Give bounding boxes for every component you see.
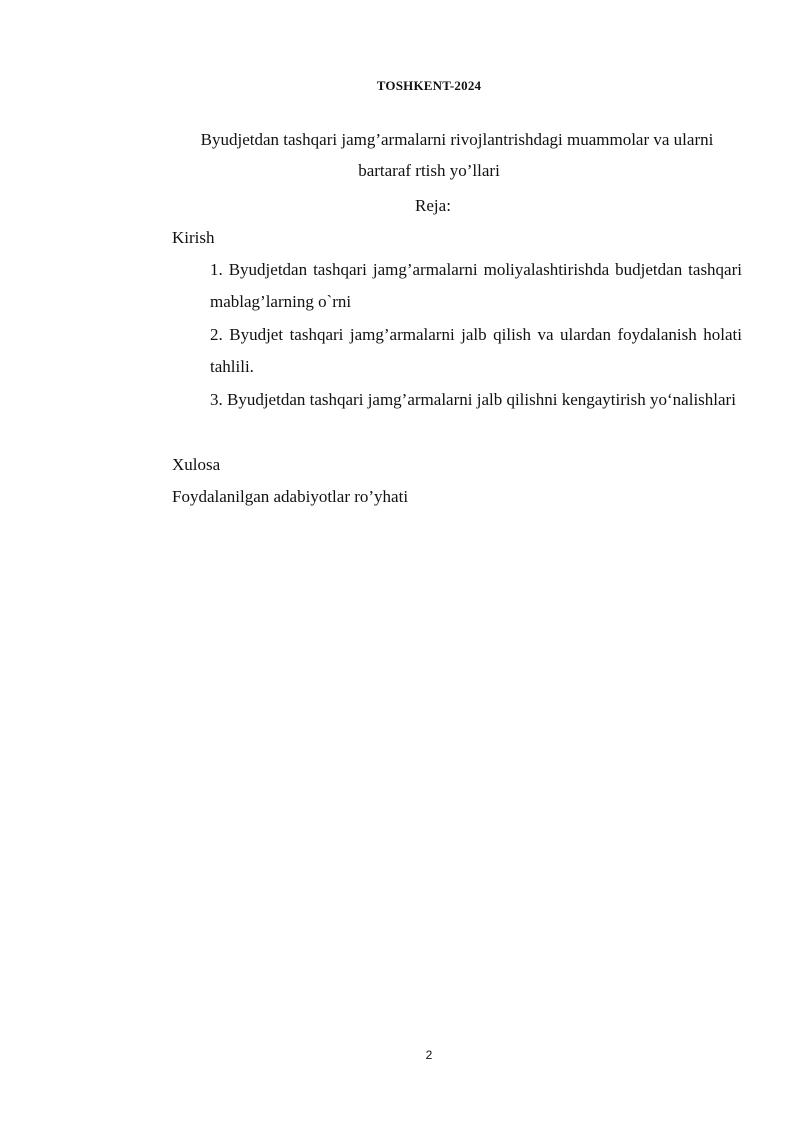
plan-item-conclusion: Xulosa [172,455,221,474]
plan-item-1: 1. Byudjetdan tashqari jamg’armalarni moliyalashtirishda budjetdan tashqari mablag’larning o`rni [210,260,742,311]
document-title-line-2: bartaraf rtish yo’llari [358,161,500,180]
page-number: 2 [425,1048,433,1062]
plan-item-3: 3. Byudjetdan tashqari jamg’armalarni jalb qilishni kengaytirish yo‘nalishlari [210,390,736,409]
plan-item-references: Foydalanilgan adabiyotlar ro’yhati [172,487,409,506]
city-year-header: TOSHKENT-2024 [376,78,482,93]
plan-item-introduction: Kirish [172,228,215,247]
plan-heading: Reja: [415,196,451,215]
document-title-line-1: Byudjetdan tashqari jamg’armalarni rivojlantrishdagi muammolar va ularni [200,130,714,149]
plan-item-2: 2. Byudjet tashqari jamg’armalarni jalb qilish va ulardan foydalanish holati tahlili. [210,325,742,376]
